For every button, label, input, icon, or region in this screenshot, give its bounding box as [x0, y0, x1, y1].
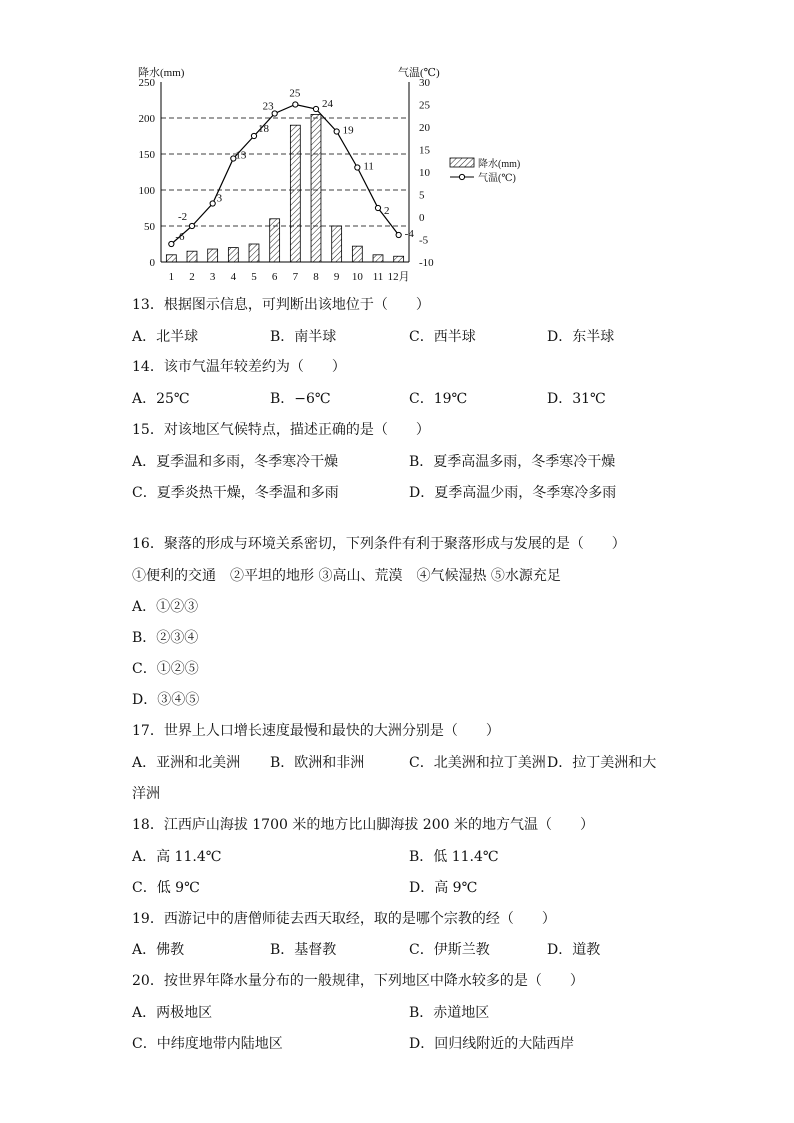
q16-option-d[interactable]: D．③④⑤ [132, 692, 200, 708]
q13-option-a[interactable]: A．北半球 [132, 329, 199, 345]
precip-bar [290, 125, 300, 262]
temperature-label: 19 [342, 124, 354, 137]
q18-option-a[interactable]: A．高 11.4℃ [132, 849, 222, 865]
q20-option-d[interactable]: D．回归线附近的大陆西岸 [409, 1036, 575, 1052]
q19-option-d[interactable]: D．道教 [547, 942, 601, 958]
q15-option-d[interactable]: D．夏季高温少雨，冬季寒冷多雨 [409, 485, 617, 501]
precip-bar [208, 249, 218, 262]
climate-chart [130, 60, 530, 300]
q19-option-a[interactable]: A．佛教 [132, 942, 185, 958]
temperature-label: -2 [178, 211, 188, 223]
right-tick-label: -5 [419, 234, 429, 247]
q19-option-c[interactable]: C．伊斯兰教 [409, 942, 490, 958]
q17-stem: 17．世界上人口增长速度最慢和最快的大洲分别是（ ） [132, 723, 500, 739]
right-tick-label: 30 [419, 77, 430, 89]
temperature-label: 23 [262, 100, 274, 113]
month-label: 1 [168, 271, 175, 283]
left-tick-label: 50 [144, 221, 155, 233]
temperature-point [313, 106, 318, 111]
legend-temp-label: 气温(℃) [478, 173, 516, 184]
temperature-point [396, 232, 401, 237]
q17-option-c[interactable]: C．北美洲和拉丁美洲 [409, 755, 546, 771]
month-label: 3 [209, 271, 216, 283]
temperature-line [171, 105, 398, 245]
left-tick-label: 150 [138, 149, 155, 161]
temperature-label: 11 [363, 160, 374, 173]
right-tick-label: 25 [419, 99, 430, 112]
month-labels [169, 270, 410, 283]
q18-option-d[interactable]: D．高 9℃ [409, 880, 478, 896]
month-label: 7 [292, 271, 299, 283]
temperature-point [210, 201, 215, 206]
q19-option-b[interactable]: B．基督教 [270, 942, 337, 958]
temperature-label: -4 [404, 228, 414, 240]
temperature-point [189, 223, 194, 228]
left-axis-label: 降水(mm) [138, 67, 185, 79]
q20-stem: 20．按世界年降水量分布的一般规律，下列地区中降水较多的是（ ） [132, 973, 584, 989]
q17-option-d[interactable]: D．拉丁美洲和大 [547, 755, 657, 771]
temperature-point [355, 165, 360, 170]
q17-option-a[interactable]: A．亚洲和北美洲 [132, 755, 241, 771]
q15-option-b[interactable]: B．夏季高温多雨，冬季寒冷干燥 [409, 454, 616, 470]
temperature-label: 3 [216, 192, 223, 205]
q14-option-a[interactable]: A．25℃ [132, 391, 190, 407]
q14-stem: 14．该市气温年较差约为（ ） [132, 359, 346, 375]
temperature-point [251, 133, 256, 138]
legend-temp-marker [459, 174, 464, 179]
month-label: 9 [333, 271, 340, 283]
month-label: 8 [313, 271, 319, 283]
right-tick-label: 15 [419, 144, 430, 157]
q20-option-b[interactable]: B．赤道地区 [409, 1005, 490, 1021]
q16-stem: 16．聚落的形成与环境关系密切，下列条件有利于聚落形成与发展的是（ ） [132, 536, 626, 552]
q18-stem: 18．江西庐山海拔 1700 米的地方比山脚海拔 200 米的地方气温（ ） [132, 817, 594, 833]
q16-option-b[interactable]: B．②③④ [132, 630, 199, 646]
left-tick-label: 0 [149, 257, 155, 269]
left-tick-label: 250 [138, 77, 155, 89]
month-label: 10 [351, 271, 363, 283]
q17-option-b[interactable]: B．欧洲和非洲 [270, 755, 365, 771]
q14-option-d[interactable]: D．31℃ [547, 391, 606, 407]
temperature-point [293, 102, 298, 107]
month-label: 6 [271, 271, 278, 283]
month-label: 2 [189, 271, 195, 283]
temperature-label: 2 [384, 205, 390, 217]
left-tick-label: 100 [138, 185, 155, 197]
temperature-label: -6 [175, 231, 185, 243]
precip-bar [166, 255, 176, 262]
q14-option-b[interactable]: B．−6℃ [270, 391, 331, 407]
q15-option-a[interactable]: A．夏季温和多雨，冬季寒冷干燥 [132, 454, 339, 470]
q15-stem: 15．对该地区气候特点，描述正确的是（ ） [132, 422, 430, 438]
q19-stem: 19．西游记中的唐僧师徒去西天取经，取的是哪个宗教的经（ ） [132, 911, 556, 927]
precip-bar [373, 255, 383, 262]
right-tick-label: 20 [419, 122, 430, 134]
right-tick-label: 10 [419, 167, 430, 179]
temperature-point [169, 241, 174, 246]
q20-option-c[interactable]: C．中纬度地带内陆地区 [132, 1036, 283, 1052]
left-ticks [139, 77, 156, 269]
precip-bar [228, 248, 238, 262]
temperature-points [169, 102, 402, 247]
legend-precip-swatch [450, 158, 474, 167]
month-label: 12月 [387, 271, 410, 283]
q14-option-c[interactable]: C．19℃ [409, 391, 468, 407]
q16-conditions: ①便利的交通 ②平坦的地形 ③高山、荒漠 ④气候湿热 ⑤水源充足 [132, 568, 561, 584]
right-tick-label: 5 [419, 189, 425, 202]
q17-option-d-continued: 洋洲 [132, 786, 160, 802]
temperature-label: 13 [235, 149, 247, 162]
precip-bar [394, 256, 404, 262]
left-tick-label: 200 [138, 113, 155, 125]
q13-option-c[interactable]: C．西半球 [409, 329, 476, 345]
q13-option-b[interactable]: B．南半球 [270, 329, 337, 345]
right-axis-label: 气温(℃) [398, 67, 440, 79]
precip-bar [352, 246, 362, 262]
precip-bar [187, 251, 197, 262]
temperature-label: 24 [322, 98, 333, 110]
q13-option-d[interactable]: D．东半球 [547, 329, 615, 345]
precip-bar [311, 114, 321, 262]
legend-precip-label: 降水(mm) [478, 159, 521, 170]
q18-option-c[interactable]: C．低 9℃ [132, 880, 200, 896]
q18-option-b[interactable]: B．低 11.4℃ [409, 849, 499, 865]
precip-bar [249, 244, 259, 262]
temperature-point [375, 205, 380, 210]
temperature-label: 18 [258, 123, 269, 135]
q16-option-a[interactable]: A．①②③ [132, 599, 199, 615]
right-tick-label: 0 [419, 212, 425, 224]
q20-option-a[interactable]: A．两极地区 [132, 1005, 213, 1021]
q13-stem: 13．根据图示信息，可判断出该地位于（ ） [132, 297, 430, 313]
month-label: 11 [372, 271, 384, 283]
temperature-point [334, 129, 339, 134]
q15-option-c[interactable]: C．夏季炎热干燥，冬季温和多雨 [132, 485, 339, 501]
precip-bar [332, 226, 342, 262]
precip-bar [270, 219, 280, 262]
q16-option-c[interactable]: C．①②⑤ [132, 661, 199, 677]
month-label: 4 [230, 271, 237, 283]
right-ticks [419, 77, 434, 269]
temperature-label: 25 [289, 87, 301, 100]
right-tick-label: -10 [419, 257, 434, 269]
month-label: 5 [251, 271, 257, 283]
